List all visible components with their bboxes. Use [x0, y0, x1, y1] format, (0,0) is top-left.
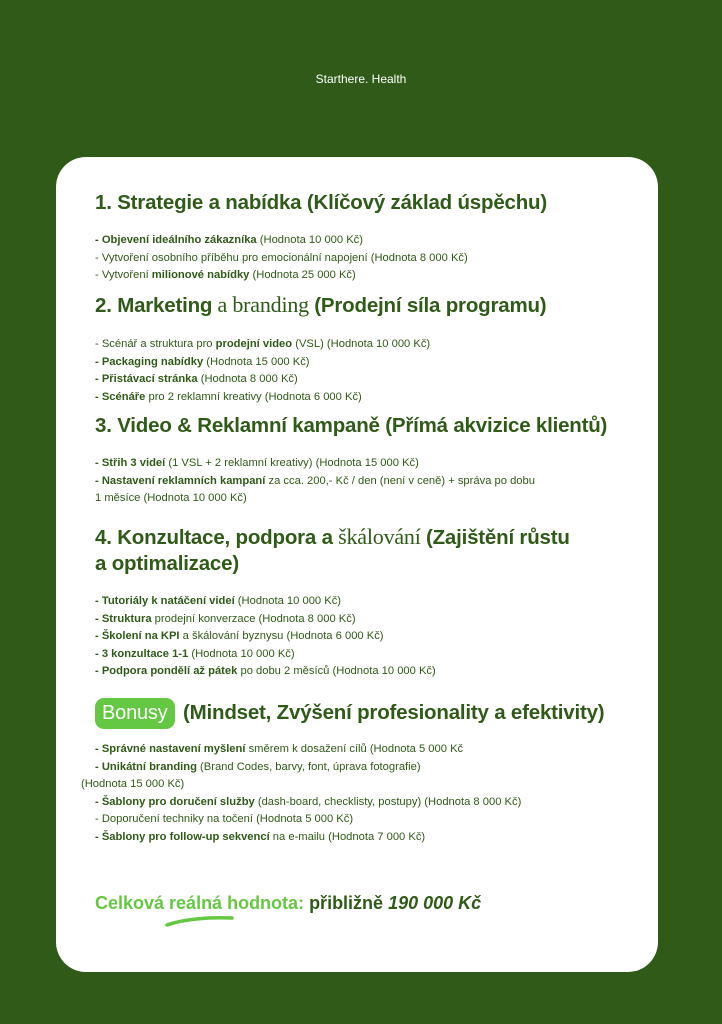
- list-item: - Správné nastavení myšlení směrem k dosažení cílů (Hodnota 5 000 Kč: [95, 743, 464, 755]
- list-item: - Vytvoření osobního příběhu pro emocionální napojení (Hodnota 8 000 Kč): [95, 251, 468, 264]
- section-title: 2. Marketing a branding (Prodejní síla programu): [95, 292, 547, 317]
- list-item: - Objevení ideálního zákazníka (Hodnota 10 000 Kč): [95, 234, 364, 246]
- list-item: - Střih 3 videí (1 VSL + 2 reklamní kreativy) (Hodnota 15 000 Kč): [95, 457, 419, 469]
- list-item: - Podpora pondělí až pátek po dobu 2 měsíců (Hodnota 10 000 Kč): [95, 665, 436, 677]
- underline-swoosh-icon: [164, 914, 236, 928]
- list-item: - Struktura prodejní konverzace (Hodnota 8 000 Kč): [95, 612, 356, 625]
- list-item: - Šablony pro doručení služby (dash-board, checklisty, postupy) (Hodnota 8 000 Kč): [95, 795, 522, 808]
- list-item: - 3 konzultace 1-1 (Hodnota 10 000 Kč): [95, 647, 295, 660]
- list-item: - Doporučení techniky na točení (Hodnota 5 000 Kč): [95, 813, 354, 825]
- list-item: (Hodnota 15 000 Kč): [81, 778, 185, 790]
- item-list: [81, 741, 638, 846]
- bonus-badge: Bonusy: [95, 698, 175, 729]
- section-marketing: [95, 292, 638, 406]
- section-title: 1. Strategie a nabídka (Klíčový základ úspěchu): [95, 191, 548, 214]
- list-item: - Tutoriály k natáčení videí (Hodnota 10 000 Kč): [95, 595, 342, 607]
- section-video-ads: [95, 413, 638, 508]
- offer-card: [56, 157, 658, 972]
- section-title: Bonusy (Mindset, Zvýšení profesionality a efektivity): [95, 698, 638, 729]
- list-item: - Scénáře pro 2 reklamní kreativy (Hodnota 6 000 Kč): [95, 390, 362, 403]
- list-item: - Školení na KPI a škálování byznysu (Hodnota 6 000 Kč): [95, 630, 384, 642]
- section-title: 3. Video & Reklamní kampaně (Přímá akvizice klientů): [95, 414, 608, 437]
- item-list: [95, 455, 638, 508]
- brand-name: Starthere. Health: [315, 72, 407, 86]
- list-item: - Šablony pro follow-up sekvencí na e-mailu (Hodnota 7 000 Kč): [95, 830, 426, 843]
- list-item: - Přistávací stránka (Hodnota 8 000 Kč): [95, 373, 298, 385]
- item-list: [95, 593, 638, 681]
- section-strategy: [95, 190, 638, 285]
- list-item: - Packaging nabídky (Hodnota 15 000 Kč): [95, 355, 310, 368]
- list-item: - Unikátní branding (Brand Codes, barvy, font, úprava fotografie): [95, 760, 421, 773]
- item-list: [95, 336, 638, 406]
- list-item: - Nastavení reklamních kampaní za cca. 200,- Kč / den (není v ceně) + správa po dobu: [95, 474, 535, 487]
- list-item: - Vytvoření milionové nabídky (Hodnota 25 000 Kč): [95, 269, 356, 281]
- item-list: [95, 232, 638, 285]
- total-value: Celková reálná hodnota: přibližně 190 000 Kč: [95, 893, 482, 913]
- section-bonus: [81, 698, 638, 846]
- section-title: 4. Konzultace, podpora a škálování (Zajištění růstu a optimalizace): [95, 524, 570, 575]
- list-item: - Scénář a struktura pro prodejní video (VSL) (Hodnota 10 000 Kč): [95, 338, 431, 350]
- section-consulting: [95, 524, 638, 681]
- list-item: 1 měsíce (Hodnota 10 000 Kč): [95, 492, 247, 504]
